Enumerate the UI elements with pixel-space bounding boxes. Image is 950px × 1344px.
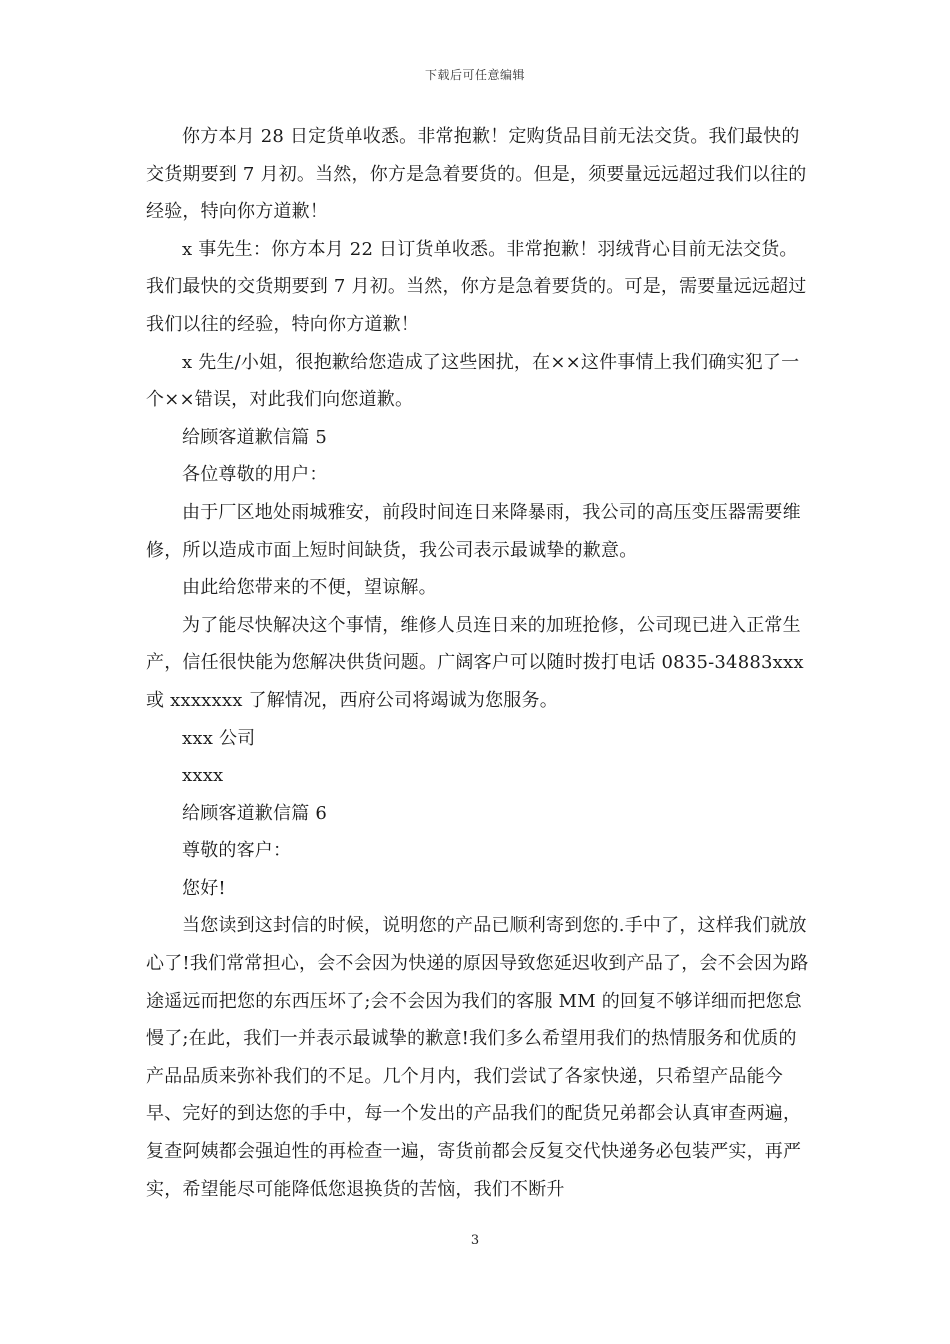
paragraph: x 事先生：你方本月 22 日订货单收悉。非常抱歉！羽绒背心目前无法交货。我们最快的交货期要到 7 月初。当然，你方是急着要货的。可是，需要量远远超过我们以往的经验，特向你方道歉！ — [146, 238, 807, 335]
paragraph: 你方本月 28 日定货单收悉。非常抱歉！定购货品目前无法交货。我们最快的交货期要到 7 月初。当然，你方是急着要货的。但是，须要量远远超过我们以往的经验，特向你方道歉！ — [146, 126, 807, 223]
salutation: 尊敬的客户： — [182, 840, 292, 862]
section-heading: 给顾客道歉信篇 5 — [182, 426, 327, 448]
paragraph: 当您读到这封信的时候，说明您的产品已顺利寄到您的.手中了，这样我们就放心了!我们常常担心，会不会因为快递的原因导致您延迟收到产品了，会不会因为路途遥远而把您的东西压坏了;会不会因为我们的客服 MM 的回复不够详细而把您怠慢了;在此，我们一并表示最诚挚的歉意!我们多么希望用我们的热情服务和优质的产品品质来弥补我们的不足。几个月内，我们尝试了各家快递，只希望产品能今早、完好的到达您的手中，每一个发出的产品我们的配货兄弟都会认真审查两遍，复查阿姨都会强迫性的再检查一遍，寄货前都会反复交代快递务必包装严实，再严实，希望能尽可能降低您退换货的苦恼，我们不断升 — [146, 915, 809, 1200]
section-heading: 给顾客道歉信篇 6 — [182, 802, 327, 824]
page-header: 下载后可任意编辑 — [424, 68, 525, 82]
signature-company: xxx 公司 — [182, 727, 256, 749]
paragraph: 由于厂区地处雨城雅安，前段时间连日来降暴雨，我公司的高压变压器需要维修，所以造成市面上短时间缺货，我公司表示最诚挚的歉意。 — [146, 501, 801, 561]
document-body — [146, 118, 810, 1208]
signature-date: xxxx — [182, 765, 224, 787]
greeting: 您好! — [182, 877, 226, 899]
paragraph: 由此给您带来的不便，望谅解。 — [182, 577, 437, 599]
paragraph: 为了能尽快解决这个事情，维修人员连日来的加班抢修，公司现已进入正常生产，信任很快能为您解决供货问题。广阔客户可以随时拨打电话 0835-34883xxx 或 xxxxxxx 了解情况，西府公司将竭诚为您服务。 — [146, 614, 804, 711]
paragraph: x 先生/小姐，很抱歉给您造成了这些困扰，在××这件事情上我们确实犯了一个××错误，对此我们向您道歉。 — [146, 351, 800, 411]
salutation: 各位尊敬的用户： — [182, 464, 328, 486]
page-number: 3 — [470, 1233, 480, 1248]
